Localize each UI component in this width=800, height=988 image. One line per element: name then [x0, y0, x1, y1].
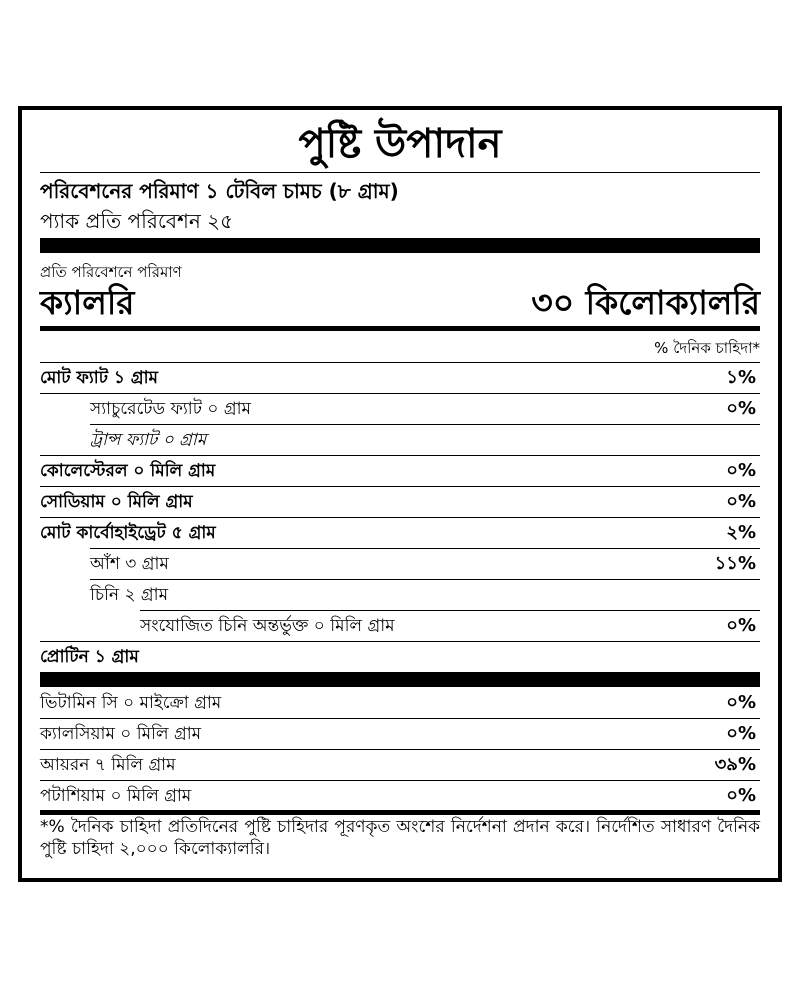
nutrient-row-trans-fat — [40, 425, 760, 455]
medium-divider — [40, 810, 760, 815]
nutrient-pct: ২% — [726, 522, 756, 543]
label-content — [40, 110, 760, 878]
thick-divider — [40, 672, 760, 687]
calories-row — [40, 282, 760, 324]
nutrient-label: মোট কার্বোহাইড্রেট ৫ গ্রাম — [40, 523, 216, 543]
daily-value-header: % দৈনিক চাহিদা* — [654, 339, 760, 357]
nutrient-row-saturated-fat — [40, 394, 760, 424]
serving-size: পরিবেশনের পরিমাণ ১ টেবিল চামচ (৮ গ্রাম) — [40, 179, 399, 203]
vitamin-row-calcium — [40, 719, 760, 749]
footnote: *% দৈনিক চাহিদা প্রতিদিনের পুষ্টি চাহিদার পূরণকৃত অংশের নির্দেশনা প্রদান করে। নির্দেশিত সাধারণ দৈনিক পুষ্টি চাহিদা ২,০০০ কিলোক্যালরি। — [40, 817, 760, 859]
vitamin-row-potassium — [40, 781, 760, 811]
amount-per-serving: প্রতি পরিবেশনে পরিমাণ — [40, 263, 182, 281]
vitamin-label: ভিটামিন সি ০ মাইক্রো গ্রাম — [40, 693, 222, 713]
nutrient-label: চিনি ২ গ্রাম — [90, 585, 169, 605]
vitamin-pct: ৩৯% — [714, 754, 756, 775]
nutrient-pct: ০% — [726, 491, 756, 512]
calories-value: ৩০ কিলোক্যালরি — [531, 283, 760, 322]
nutrient-pct: ০% — [726, 460, 756, 481]
nutrient-row-sugar — [40, 580, 760, 610]
nutrient-pct: ১% — [726, 367, 756, 388]
medium-divider — [40, 326, 760, 331]
nutrient-row-fiber — [40, 549, 760, 579]
servings-per-pack: প্যাক প্রতি পরিবেশন ২৫ — [40, 209, 234, 233]
nutrient-label: সংযোজিত চিনি অন্তর্ভুক্ত ০ মিলি গ্রাম — [140, 616, 395, 636]
vitamin-pct: ০% — [726, 785, 756, 806]
vitamin-pct: ০% — [726, 723, 756, 744]
nutrient-label: কোলেস্টেরল ০ মিলি গ্রাম — [40, 461, 216, 481]
nutrient-row-added-sugar — [40, 611, 760, 641]
nutrient-pct: ০% — [726, 398, 756, 419]
thick-divider — [40, 238, 760, 253]
nutrient-label: আঁশ ৩ গ্রাম — [90, 554, 169, 574]
nutrient-label: স্যাচুরেটেড ফ্যাট ০ গ্রাম — [90, 399, 251, 419]
vitamin-row-iron — [40, 750, 760, 780]
nutrient-row-total-carbohydrate — [40, 518, 760, 548]
nutrient-row-protein — [40, 642, 760, 672]
vitamin-label: আয়রন ৭ মিলি গ্রাম — [40, 755, 176, 775]
label-title: পুষ্টি উপাদান — [298, 121, 502, 167]
nutrient-label: সোডিয়াম ০ মিলি গ্রাম — [40, 492, 193, 512]
vitamin-pct: ০% — [726, 692, 756, 713]
nutrient-row-cholesterol — [40, 456, 760, 486]
divider — [40, 172, 760, 173]
vitamin-label: পটাশিয়াম ০ মিলি গ্রাম — [40, 786, 192, 806]
nutrition-facts-label — [18, 106, 782, 882]
nutrient-pct: ০% — [726, 615, 756, 636]
vitamin-label: ক্যালসিয়াম ০ মিলি গ্রাম — [40, 724, 202, 744]
nutrient-label: প্রোটিন ১ গ্রাম — [40, 647, 139, 667]
nutrient-label: ট্রান্স ফ্যাট ০ গ্রাম — [90, 430, 207, 450]
nutrient-pct: ১১% — [714, 553, 756, 574]
vitamin-row-vitamin-c — [40, 688, 760, 718]
calories-label: ক্যালরি — [40, 283, 135, 322]
nutrient-row-total-fat — [40, 363, 760, 393]
nutrient-label: মোট ফ্যাট ১ গ্রাম — [40, 368, 158, 388]
nutrient-row-sodium — [40, 487, 760, 517]
